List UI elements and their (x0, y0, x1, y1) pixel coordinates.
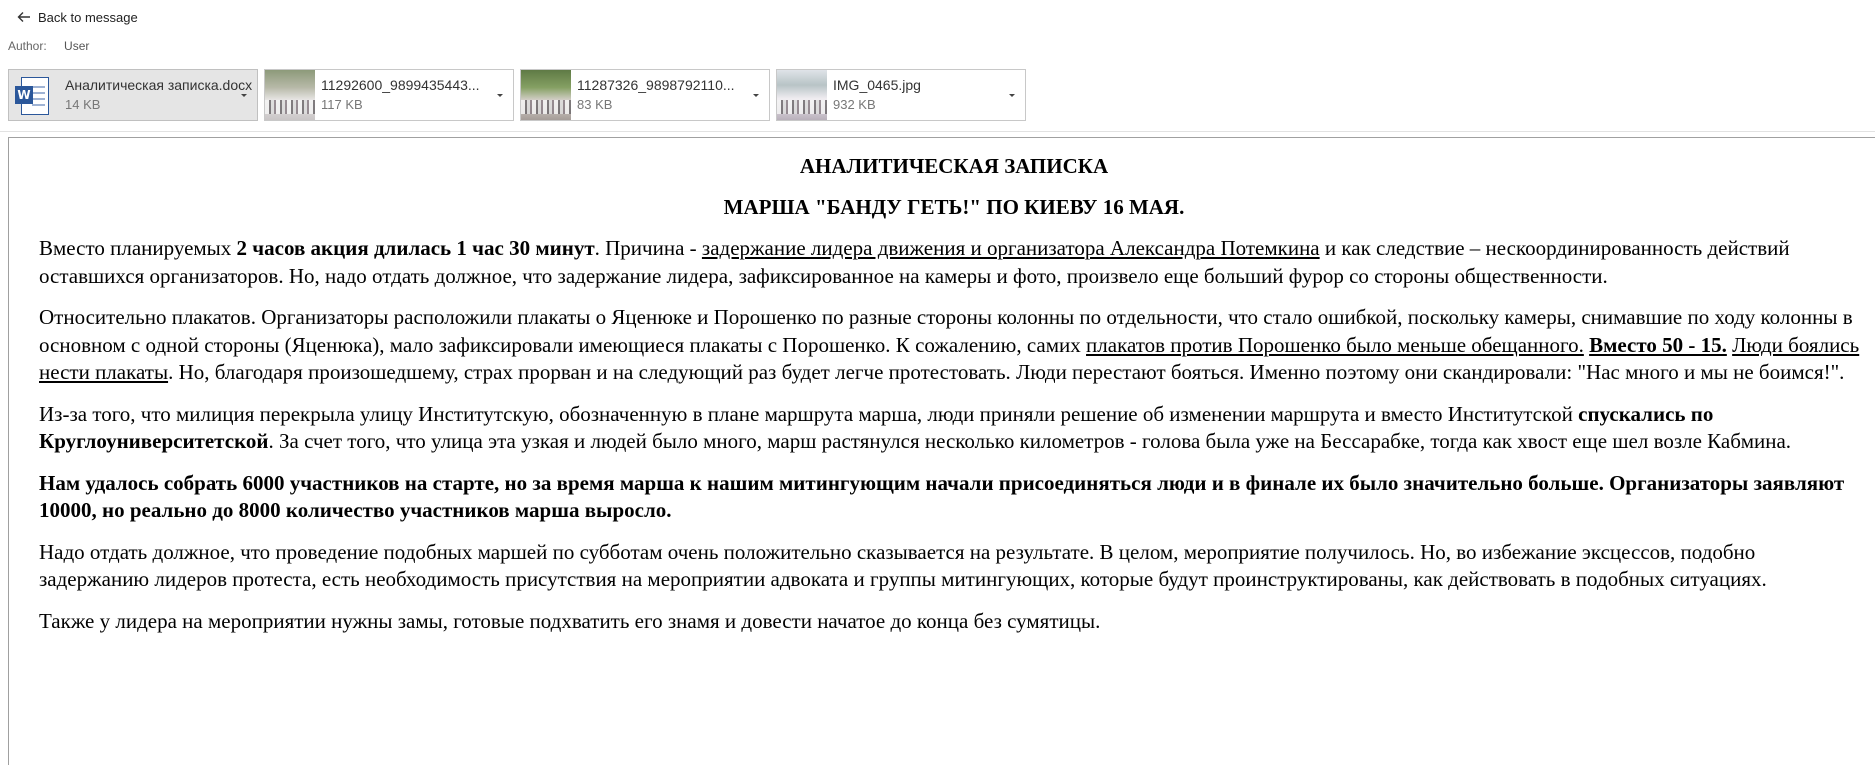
attachment-item[interactable] (776, 69, 1026, 121)
attachment-name: Аналитическая записка.docx (65, 77, 253, 93)
author-label: Author: (8, 39, 47, 53)
bold-run: 2 часов акция длилась 1 час 30 минут (236, 236, 595, 260)
paragraph-4 (39, 470, 1869, 525)
chevron-down-icon[interactable] (239, 90, 249, 100)
underlined-run: задержание лидера движения и организатора Александра Потемкина (701, 236, 1320, 260)
attachment-size: 932 KB (833, 97, 876, 112)
text-run: . Но, благодаря произошедшему, страх прорван и на следующий раз будет легче протестовать. Люди перестают бояться. Именно поэтому они скандировали: "Нас много и мы не боимся!". (168, 360, 1845, 384)
text-run: . Причина - (594, 236, 702, 260)
paragraph-1 (39, 235, 1869, 290)
paragraph-6: Также у лидера на мероприятии нужны замы, готовые подхватить его знамя и довести начатое до конца без сумятицы. (39, 608, 1101, 633)
author-line (8, 39, 89, 53)
bold-run: Нам удалось собрать 6000 участников на старте, но за время марша к нашим митингующим начали присоединяться люди и в финале их было значительно больше. Организаторы заявляют 10000, но реально до 8000 количество участников марша выросло. (39, 470, 1845, 522)
chevron-down-icon[interactable] (1007, 90, 1017, 100)
text-run: Из-за того, что милиция перекрыла улицу Институтскую, обозначенную в плане маршрута марша, люди приняли решение об изменении маршрута и вместо Институтской (39, 401, 1579, 426)
attachment-list (8, 69, 1032, 121)
underlined-run: Люди боялись нести плакаты (39, 332, 1860, 384)
bold-underlined-run: Вместо 50 - 15. (1589, 332, 1727, 357)
attachment-size: 83 KB (577, 97, 613, 112)
author-value: User (64, 39, 90, 53)
back-to-message-link[interactable] (16, 7, 138, 27)
document-subtitle: МАРША "БАНДУ ГЕТЬ!" ПО КИЕВУ 16 МАЯ. (723, 195, 1185, 219)
attachment-size: 117 KB (321, 97, 363, 112)
text-run: и как следствие – нескоординированность действий оставшихся организаторов. Но, надо отдать должное, что задержание лидера, зафиксированное на камеры и фото, произвело еще больший фурор со стороны общественности. (39, 236, 1790, 288)
back-arrow-icon (16, 9, 32, 25)
attachment-item[interactable] (520, 69, 770, 121)
image-thumbnail (521, 70, 571, 120)
attachment-item[interactable] (8, 69, 258, 121)
attachment-name: IMG_0465.jpg (833, 77, 921, 93)
document-title: АНАЛИТИЧЕСКАЯ ЗАПИСКА (799, 154, 1109, 178)
document-preview[interactable] (8, 137, 1875, 765)
attachment-name: 11292600_9899435443... (321, 77, 480, 93)
paragraph-2 (39, 304, 1869, 387)
back-label: Back to message (38, 9, 138, 25)
attachment-item[interactable] (264, 69, 514, 121)
image-thumbnail (265, 70, 315, 120)
underlined-run: плакатов против Порошенко было меньше обещанного. (1086, 332, 1584, 357)
chevron-down-icon[interactable] (495, 90, 505, 100)
paragraph-3 (39, 401, 1869, 456)
message-header (0, 0, 1875, 135)
document-body (39, 152, 1869, 635)
header-divider (0, 131, 1875, 132)
word-file-icon: W (9, 70, 59, 120)
chevron-down-icon[interactable] (751, 90, 761, 100)
text-run: Вместо планируемых (39, 236, 237, 260)
image-thumbnail (777, 70, 827, 120)
paragraph-5: Надо отдать должное, что проведение подобных маршей по субботам очень положительно сказывается на результате. В целом, мероприятие получилось. Но, во избежание эксцессов, подобно задержанию лидеров протеста, есть необходимость присутствия на мероприятии адвоката и группы митингующих, которые будут проинструктированы, как действовать в подобных ситуациях. (39, 539, 1767, 591)
text-run: . За счет того, что улица эта узкая и людей было много, марш растянулся несколько километров - голова была уже на Бессарабке, тогда как хвост еще шел возле Кабмина. (268, 429, 1792, 453)
bold-run: спускались по Круглоуниверситетской (39, 401, 1714, 453)
attachment-size: 14 KB (65, 97, 101, 112)
text-run: Относительно плакатов. Организаторы расположили плакаты о Яценюке и Порошенко по разные стороны колонны по отдельности, что стало ошибкой, поскольку камеры, снимавшие по ходу колонны в основном с одной стороны (Яценюка), мало зафиксировали имеющиеся плакаты с Порошенко. К сожалению, самих (39, 305, 1853, 357)
attachment-name: 11287326_9898792110... (577, 77, 735, 93)
